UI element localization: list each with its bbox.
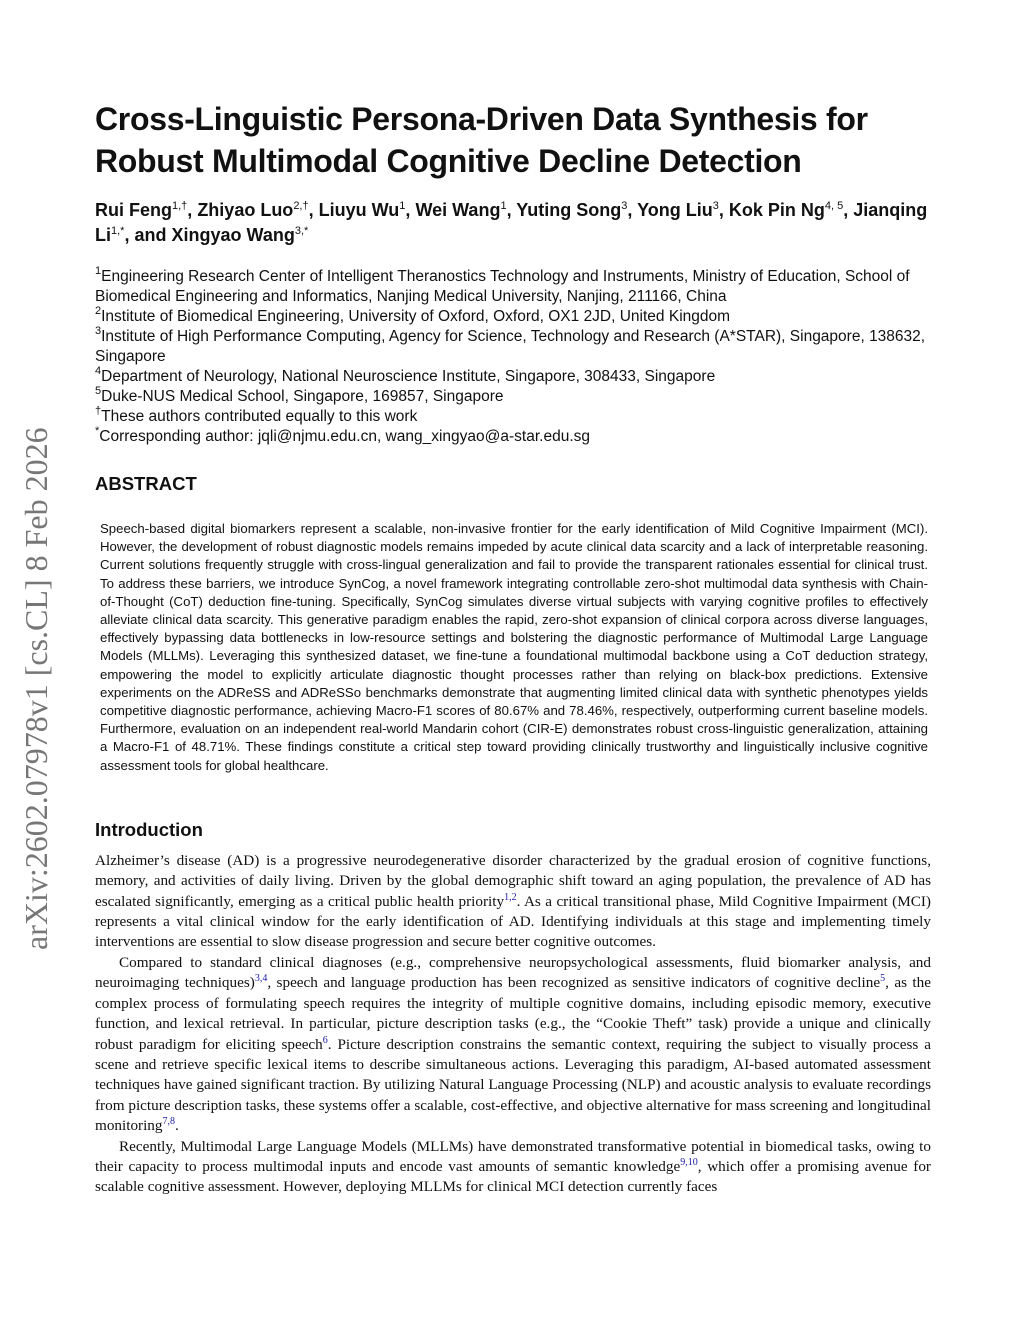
author-name: Yong Liu	[637, 200, 713, 220]
author-affil-mark: 1	[500, 200, 507, 212]
author-name: Zhiyao Luo	[197, 200, 294, 220]
affiliation	[95, 267, 931, 307]
paragraph-text: , which offer a promising avenue for scalable cognitive assessment. However, deploying MLLMs for clinical MCI detection currently faces	[95, 1157, 931, 1196]
affiliation-mark: †	[95, 405, 102, 417]
affiliation-mark: 1	[95, 265, 102, 277]
affiliation-mark: 4	[95, 365, 102, 377]
paragraph-text: . As a critical transitional phase, Mild Cognitive Impairment (MCI) represents a vital clinical window for the early identification of AD. Identifying individuals at this stage and implementing timely interventions are essential to slow disease progression and secure better cognitive outcomes.	[95, 892, 931, 951]
introduction-body	[95, 851, 931, 1198]
citation-link[interactable]: 5	[880, 973, 886, 985]
citation-link[interactable]: 7,8	[162, 1116, 175, 1128]
author-name: Jianqing Li	[95, 200, 928, 245]
author-affil-mark: 3	[712, 200, 719, 212]
affiliation-text: Corresponding author: jqli@njmu.edu.cn, wang_xingyao@a-star.edu.sg	[99, 428, 591, 445]
author-name: Yuting Song	[516, 200, 622, 220]
paragraph-text: .	[175, 1117, 179, 1135]
paragraph-text: , speech and language production has been recognized as sensitive indicators of cognitive decline	[267, 974, 881, 992]
author-affil-mark: 3	[621, 200, 628, 212]
citation-link[interactable]: 9,10	[680, 1156, 698, 1168]
author-affil-mark: 1,†	[172, 200, 188, 212]
affiliation-text: Duke-NUS Medical School, Singapore, 169857, Singapore	[101, 388, 504, 405]
abstract-heading: ABSTRACT	[95, 473, 197, 494]
citation-link[interactable]: 1,2	[504, 891, 517, 903]
author-name: Liuyu Wu	[318, 200, 400, 220]
intro-paragraph	[95, 953, 931, 1137]
author-list: Rui Feng$^{1,\dagger}$, Zhiyao Luo$^{2,\dagger}$, Liuyu Wu$^1$, Wei Wang$^1$, Yuting Song$^3$, Yong Liu$^3$, Kok Pin Ng$^{4, 5}$, Jianqing $Li^{1,*}$, and Xingyao Wang$^{3,*}$	[95, 200, 928, 245]
equal-contribution-note	[95, 407, 931, 427]
author-affil-mark: 1	[399, 200, 406, 212]
citation-link[interactable]: 6	[322, 1034, 328, 1046]
abstract-body: Speech-based digital biomarkers represent a scalable, non-invasive frontier for the early identification of Mild Cognitive Impairment (MCI). However, the development of robust diagnostic models remains impeded by acute clinical data scarcity and a lack of interpretable reasoning. Current solutions frequently struggle with cross-lingual generalization and fail to provide the transparent rationales essential for clinical trust. To address these barriers, we introduce SynCog, a novel framework integrating controllable zero-shot multimodal data synthesis with Chain-of-Thought (CoT) deduction fine-tuning. Specifically, SynCog simulates diverse virtual subjects with varying cognitive profiles to effectively alleviate clinical data scarcity. This generative paradigm enables the rapid, zero-shot expansion of clinical corpora across diverse languages, effectively bypassing data bottlenecks in low-resource settings and bolstering the diagnostic performance of Multimodal Large Language Models (MLLMs). Leveraging this synthesized dataset, we fine-tune a foundational multimodal backbone using a CoT deduction strategy, empowering the model to explicitly articulate diagnostic thought processes rather than relying on black-box predictions. Extensive experiments on the ADReSS and ADReSSo benchmarks demonstrate that augmenting limited clinical data with synthetic phenotypes yields competitive diagnostic performance, achieving Macro-F1 scores of 80.67% and 78.46%, respectively, outperforming current baseline models. Furthermore, evaluation on an independent real-world Mandarin cohort (CIR-E) demonstrates robust cross-linguistic generalization, attaining a Macro-F1 of 48.71%. These findings constitute a critical step toward providing clinically trustworthy and linguistically inclusive cognitive assessment tools for global healthcare.	[100, 521, 928, 773]
paragraph-text: Recently, Multimodal Large Language Models (MLLMs) have demonstrated transformative potential in biomedical tasks, owing to their capacity to process multimodal inputs and encode vast amounts of semantic knowledge	[95, 1137, 931, 1175]
affiliation-text: Engineering Research Center of Intelligent Theranostics Technology and Instruments, Ministry of Education, School of Biomedical Engineering and Informatics, Nanjing Medical University, Nanjing, 211166, China	[95, 268, 910, 305]
paragraph-text: . Picture description constrains the semantic context, requiring the subject to visually process a scene and retrieve specific lexical items to describe simultaneous actions. Leveraging this paradigm, AI-based automated assessment techniques have gained significant traction. By utilizing Natural Language Processing (NLP) and acoustic analysis to evaluate recordings from picture description tasks, these systems offer a scalable, cost-effective, and objective alternative for mass screening and longitudinal monitoring	[95, 1035, 931, 1135]
affiliation-mark: *	[95, 425, 100, 437]
author-conjunction: and	[134, 225, 167, 245]
affiliation-text: Institute of High Performance Computing, Agency for Science, Technology and Research (A*STAR), Singapore, 138632, Singapore	[95, 328, 926, 365]
affiliation-mark: 3	[95, 325, 102, 337]
affiliation	[95, 387, 931, 407]
affiliation-text: Department of Neurology, National Neuroscience Institute, Singapore, 308433, Singapore	[101, 368, 716, 385]
affiliation	[95, 367, 931, 387]
author-affil-mark: 4, 5	[824, 200, 844, 212]
paragraph-text: , as the complex process of formulating speech requires the integrity of multiple cognitive domains, including episodic memory, executive function, and lexical retrieval. In particular, picture description tasks (e.g., the “Cookie Theft” task) provide a unique and clinically robust paradigm for eliciting speech	[95, 974, 931, 1053]
author-name: Wei Wang	[415, 200, 501, 220]
paper-page	[95, 98, 931, 1198]
paragraph-text: Alzheimer’s disease (AD) is a progressive neurodegenerative disorder characterized by the gradual erosion of cognitive functions, memory, and activities of daily living. Driven by the global demographic shift toward an aging population, the prevalence of AD has escalated significantly, emerging as a critical public health priority	[95, 851, 931, 910]
author-name: Rui Feng	[95, 200, 172, 220]
intro-paragraph	[95, 851, 931, 953]
paragraph-text: Compared to standard clinical diagnoses (e.g., comprehensive neuropsychological assessments, fluid biomarker analysis, and neuroimaging techniques)	[95, 953, 931, 992]
author-name: Kok Pin Ng	[728, 200, 825, 220]
affiliation-text: Institute of Biomedical Engineering, University of Oxford, Oxford, OX1 2JD, United Kingdom	[101, 308, 731, 325]
affiliation-text: These authors contributed equally to this work	[101, 408, 418, 425]
paper-title: Cross-Linguistic Persona-Driven Data Synthesis for Robust Multimodal Cognitive Decline Detection	[95, 101, 868, 179]
affiliation-list	[95, 267, 931, 447]
affiliation	[95, 307, 931, 327]
citation-link[interactable]: 3,4	[254, 973, 268, 985]
corresponding-author-note	[95, 427, 931, 447]
affiliation	[95, 327, 931, 367]
author-affil-mark: 2,†	[293, 200, 309, 212]
arxiv-identifier: arXiv:2602.07978v1 [cs.CL] 8 Feb 2026	[18, 427, 54, 950]
introduction-heading: Introduction	[95, 818, 203, 840]
author-name: Xingyao Wang	[171, 225, 295, 245]
affiliation-mark: 2	[95, 305, 102, 317]
affiliation-mark: 5	[95, 385, 102, 397]
author-affil-mark: 1,*	[111, 225, 125, 237]
author-affil-mark: 3,*	[294, 225, 309, 237]
intro-paragraph	[95, 1137, 931, 1198]
